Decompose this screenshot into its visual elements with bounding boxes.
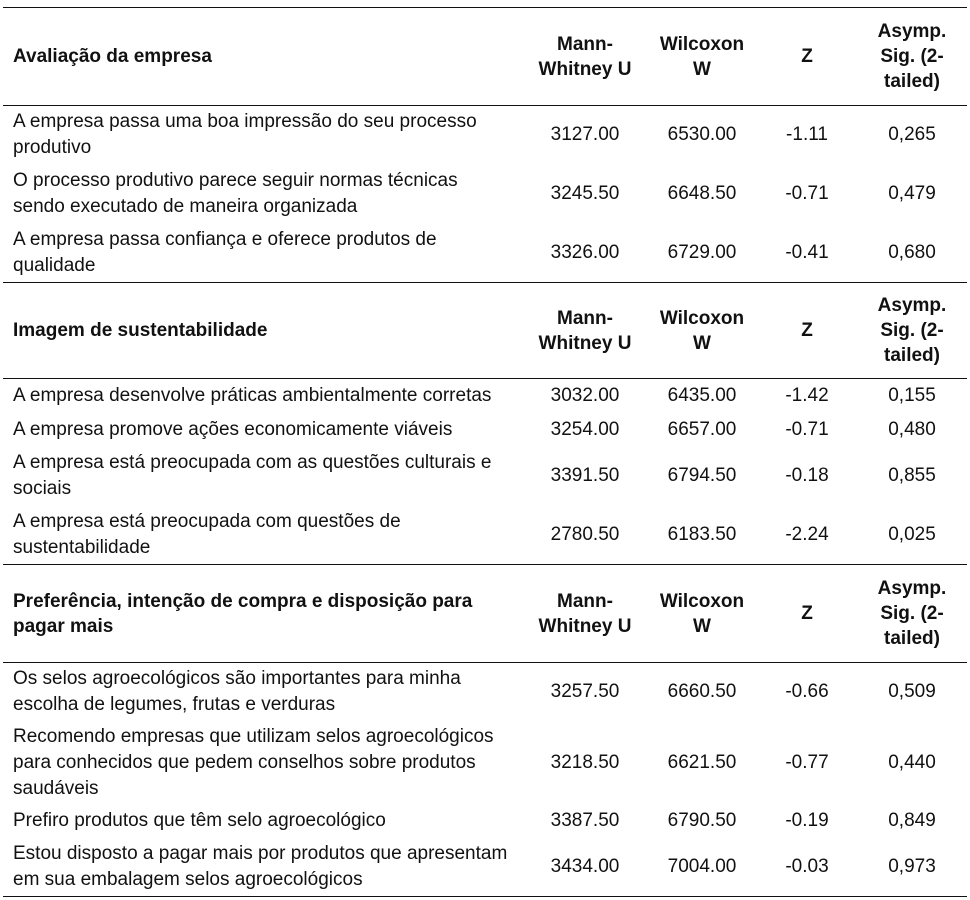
sig-value: 0,973: [888, 855, 936, 877]
sig-value: 0,025: [888, 523, 936, 545]
table-row: [3, 165, 967, 224]
wilcoxon-value: 6794.50: [667, 465, 737, 486]
z-value: -0.19: [785, 809, 829, 831]
wilcoxon-value: 6790.50: [667, 809, 737, 831]
col-header-mann-whitney: Mann- Whitney U: [538, 590, 632, 637]
col-header-asymp-sig: Asymp. Sig. (2- tailed): [877, 21, 947, 92]
section-header-row: [3, 8, 967, 106]
sig-value: 0,480: [888, 418, 936, 440]
table-row: [3, 663, 967, 722]
col-header-z: Z: [801, 603, 813, 624]
mann-whitney-value: 3127.00: [550, 124, 620, 146]
mann-whitney-value: 3391.50: [550, 465, 620, 486]
wilcoxon-value: 6183.50: [667, 523, 737, 545]
section-title: Avaliação da empresa: [13, 46, 212, 67]
table-row: [3, 506, 967, 565]
z-value: -0.41: [785, 241, 829, 263]
z-value: -2.24: [785, 523, 829, 545]
row-label: A empresa passa uma boa impressão do seu processo produtivo: [13, 111, 477, 159]
col-header-wilcoxon: Wilcoxon W: [659, 33, 745, 80]
col-header-wilcoxon: Wilcoxon W: [659, 590, 745, 637]
wilcoxon-value: 6530.00: [667, 124, 737, 146]
wilcoxon-value: 7004.00: [667, 855, 737, 877]
col-header-asymp-sig: Asymp. Sig. (2- tailed): [877, 578, 947, 649]
section-sustentabilidade: [3, 283, 967, 565]
row-label: A empresa está preocupada com questões de sustentabilidade: [13, 510, 401, 558]
table-row: [3, 379, 967, 413]
mann-whitney-value: 2780.50: [550, 523, 620, 545]
sig-value: 0,680: [888, 241, 936, 263]
col-header-mann-whitney: Mann- Whitney U: [538, 33, 632, 80]
mann-whitney-value: 3218.50: [550, 751, 620, 773]
sig-value: 0,440: [888, 751, 936, 773]
sig-value: 0,479: [888, 183, 936, 204]
z-value: -0.03: [785, 855, 829, 877]
mann-whitney-value: 3326.00: [550, 241, 620, 263]
sig-value: 0,155: [888, 384, 936, 406]
table-row: [3, 447, 967, 506]
table-row: [3, 106, 967, 165]
mann-whitney-value: 3032.00: [550, 384, 620, 406]
table-row: [3, 224, 967, 283]
col-header-z: Z: [801, 320, 813, 341]
row-label: O processo produtivo parece seguir normas técnicas sendo executado de maneira organizada: [13, 170, 458, 217]
z-value: -0.71: [785, 183, 829, 204]
wilcoxon-value: 6435.00: [667, 384, 737, 406]
wilcoxon-value: 6729.00: [667, 241, 737, 263]
table-row: [3, 838, 967, 897]
z-value: -0.18: [785, 465, 829, 486]
row-label: Prefiro produtos que têm selo agroecológico: [13, 809, 386, 831]
row-label: A empresa desenvolve práticas ambientalmente corretas: [13, 384, 492, 406]
table-row: [3, 413, 967, 447]
sig-value: 0,855: [888, 465, 936, 486]
section-header-row: [3, 283, 967, 379]
mann-whitney-value: 3387.50: [550, 809, 620, 831]
row-label: A empresa está preocupada com as questões culturais e sociais: [13, 452, 492, 499]
row-label: A empresa passa confiança e oferece produtos de qualidade: [13, 228, 437, 276]
z-value: -0.77: [785, 751, 829, 773]
wilcoxon-value: 6660.50: [667, 681, 737, 703]
row-label: Os selos agroecológicos são importantes para minha escolha de legumes, frutas e verduras: [13, 668, 461, 716]
mann-whitney-value: 3434.00: [550, 855, 620, 877]
section-title: Imagem de sustentabilidade: [13, 320, 268, 341]
mann-whitney-value: 3257.50: [550, 681, 620, 703]
mann-whitney-value: 3254.00: [550, 418, 620, 440]
table-row: [3, 804, 967, 838]
mann-whitney-value: 3245.50: [550, 183, 620, 204]
col-header-wilcoxon: Wilcoxon W: [659, 307, 745, 354]
sig-value: 0,265: [888, 124, 936, 146]
section-preferencia: [3, 565, 967, 897]
section-header-row: [3, 565, 967, 663]
row-label: A empresa promove ações economicamente viáveis: [13, 418, 453, 440]
sig-value: 0,849: [888, 809, 936, 831]
z-value: -1.42: [785, 384, 829, 406]
col-header-mann-whitney: Mann- Whitney U: [538, 307, 632, 354]
mann-whitney-results-table: [3, 7, 967, 897]
col-header-z: Z: [801, 46, 813, 67]
z-value: -0.66: [785, 681, 829, 703]
row-label: Recomendo empresas que utilizam selos agroecológicos para conhecidos que pedem conselhos sobre produtos saudáveis: [13, 725, 494, 799]
wilcoxon-value: 6657.00: [667, 418, 737, 440]
table-row: [3, 722, 967, 804]
sig-value: 0,509: [888, 681, 936, 703]
wilcoxon-value: 6648.50: [667, 183, 737, 204]
section-avaliacao: [3, 8, 967, 283]
z-value: -1.11: [786, 124, 828, 146]
section-title: Preferência, intenção de compra e disposição para pagar mais: [13, 590, 473, 637]
row-label: Estou disposto a pagar mais por produtos que apresentam em sua embalagem selos agroecológicos: [13, 842, 508, 890]
col-header-asymp-sig: Asymp. Sig. (2- tailed): [877, 295, 947, 366]
wilcoxon-value: 6621.50: [667, 751, 737, 773]
z-value: -0.71: [785, 418, 829, 440]
